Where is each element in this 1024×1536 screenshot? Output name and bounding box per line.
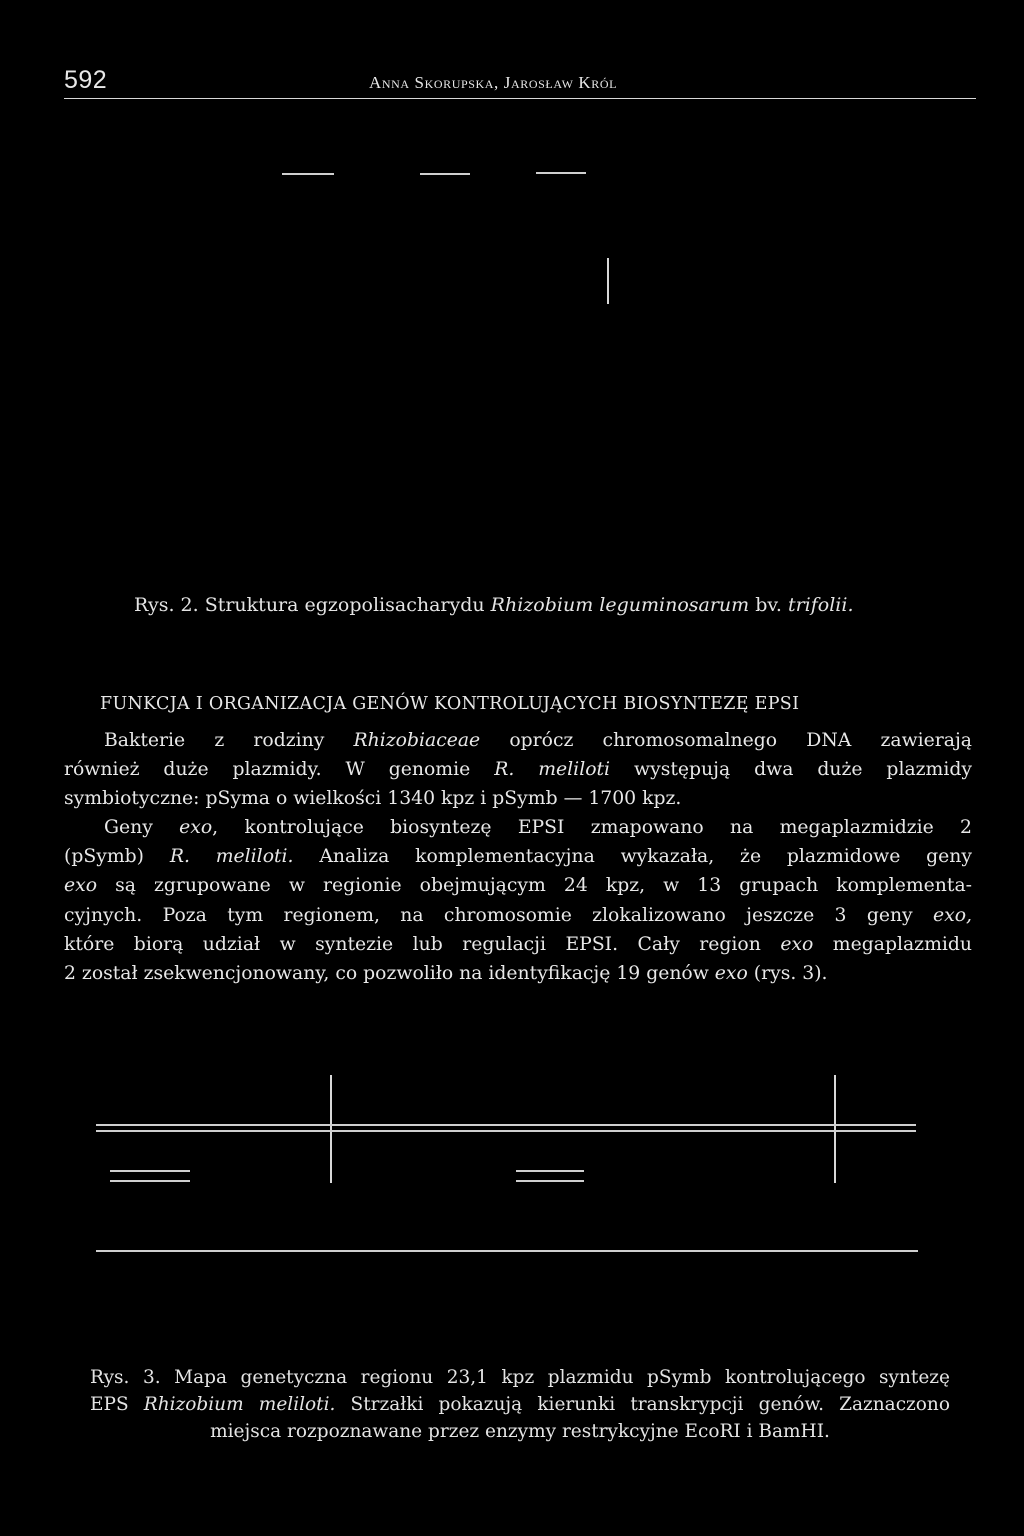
header-rule [64, 98, 976, 99]
paragraph-line: exo są zgrupowane w regionie obejmującym 24 kpz, w 13 grupach komplementa- [64, 875, 972, 897]
paragraph-line: 2 został zsekwencjonowany, co pozwoliło na identyfikację 19 genów exo (rys. 3). [64, 962, 828, 984]
gene-segment [516, 1170, 584, 1172]
paragraph-line: również duże plazmidy. W genomie R. meliloti występują dwa duże plazmidy [64, 759, 972, 781]
figure-3-caption [90, 1364, 950, 1445]
restriction-site-marker [330, 1075, 332, 1183]
section-heading: FUNKCJA I ORGANIZACJA GENÓW KONTROLUJĄCYCH BIOSYNTEZĘ EPSI [100, 694, 800, 714]
paragraph-line: (pSymb) R. meliloti. Analiza komplementacyjna wykazała, że plazmidowe geny [64, 846, 972, 868]
restriction-site-marker [834, 1075, 836, 1183]
figure-2-dash-3 [536, 172, 586, 174]
caption-line: Rys. 3. Mapa genetyczna regionu 23,1 kpz plazmidu pSymb kontrolującego syntezę [90, 1367, 950, 1388]
gene-segment [110, 1170, 190, 1172]
figure-2-caption: Rys. 2. Struktura egzopolisacharydu Rhizobium leguminosarum bv. trifolii. [134, 594, 854, 616]
gene-segment [110, 1180, 190, 1182]
paragraph-line: Geny exo, kontrolujące biosyntezę EPSI zmapowano na megaplazmidzie 2 [104, 817, 972, 839]
caption-line: miejsca rozpoznawane przez enzymy restrykcyjne EcoRI i BamHI. [210, 1421, 830, 1442]
paragraph-line: Bakterie z rodziny Rhizobiaceae oprócz chromosomalnego DNA zawierają [104, 730, 972, 751]
figure-2-dash-1 [282, 173, 334, 175]
gene-segment [516, 1180, 584, 1182]
caption-line: EPS Rhizobium meliloti. Strzałki pokazują kierunki transkrypcji genów. Zaznaczono [90, 1394, 950, 1415]
scale-line [96, 1250, 918, 1252]
map-axis-line [96, 1130, 916, 1132]
body-paragraph [64, 726, 972, 988]
page-number: 592 [64, 66, 108, 94]
paragraph-line: cyjnych. Poza tym regionem, na chromosomie zlokalizowano jeszcze 3 geny exo, [64, 904, 972, 926]
figure-2-dash-2 [420, 173, 470, 175]
running-header-authors: Anna Skorupska, Jarosław Król [369, 73, 618, 92]
paragraph-line: które biorą udział w syntezie lub regulacji EPSI. Cały region exo megaplazmidu [64, 933, 972, 955]
figure-2-bond-line [607, 258, 609, 304]
map-axis-line [96, 1124, 916, 1126]
figure-3-genetic-map [64, 1060, 976, 1320]
figure-2-area [64, 110, 976, 580]
paragraph-line: symbiotyczne: pSyma o wielkości 1340 kpz i pSymb — 1700 kpz. [64, 788, 682, 810]
